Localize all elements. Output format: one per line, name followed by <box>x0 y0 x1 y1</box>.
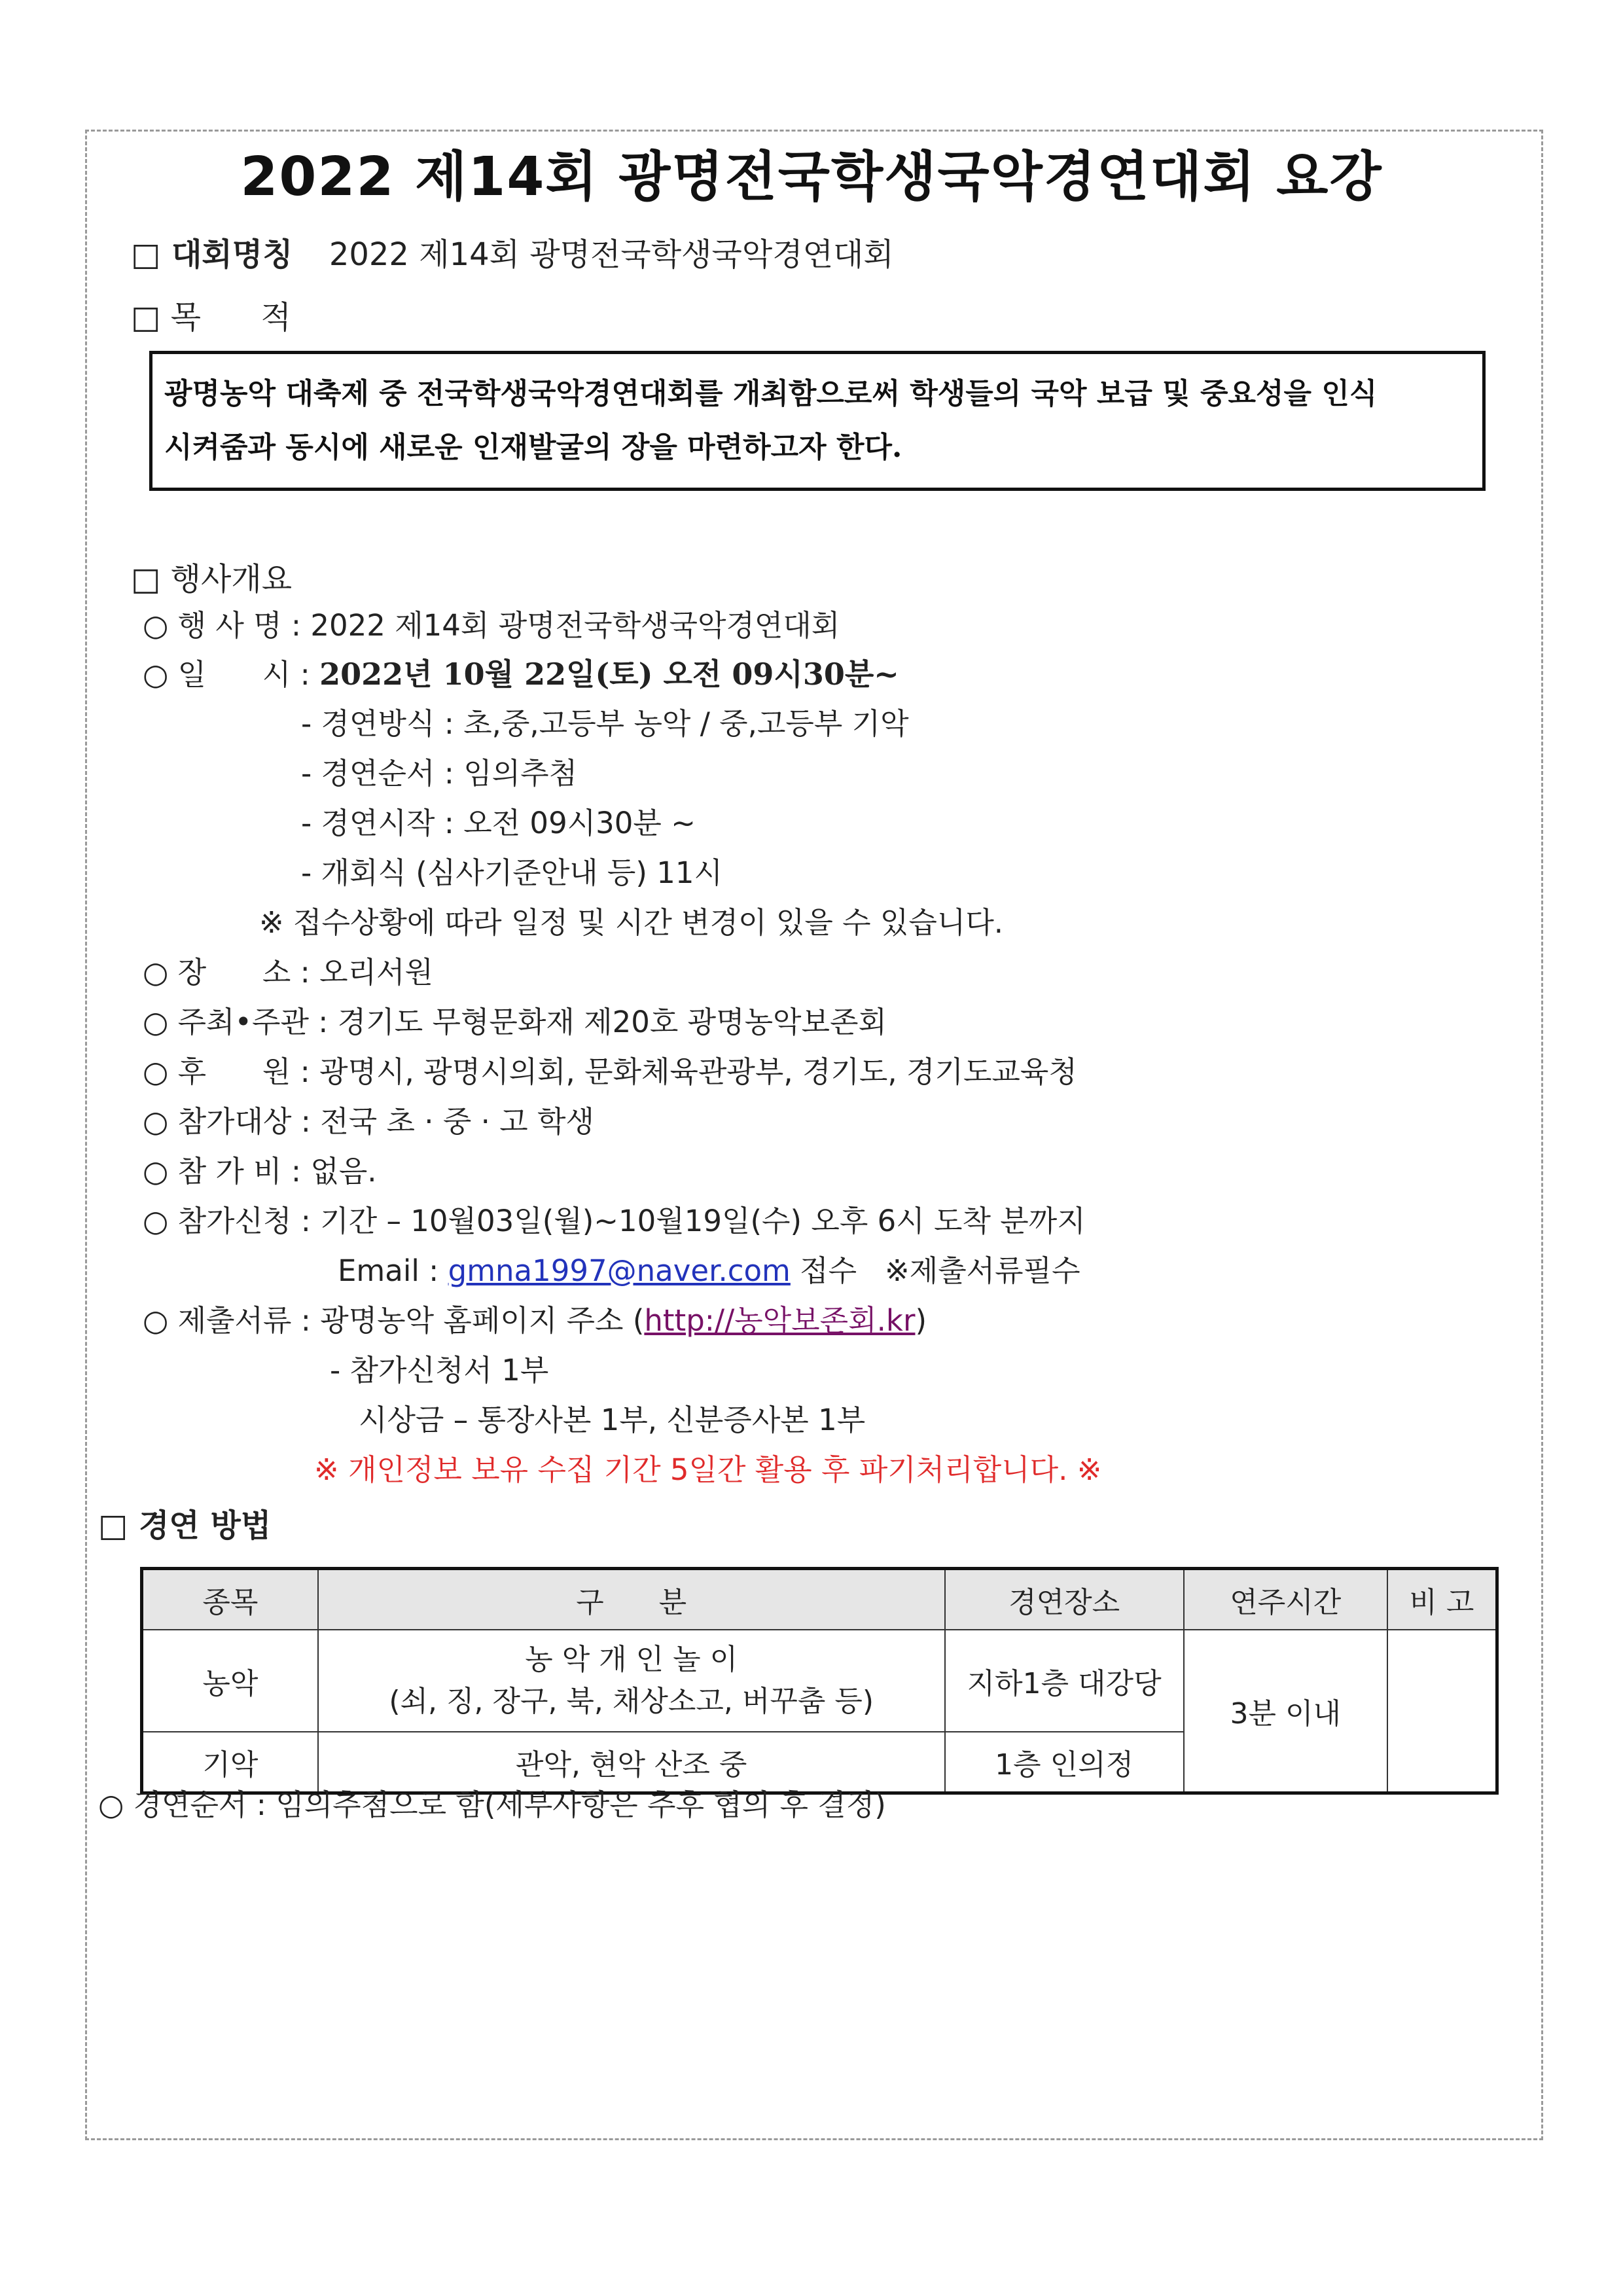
date-value: 2022년 10월 22일(토) 오전 09시30분~ <box>319 656 899 692</box>
method-label: □ 경연 방법 <box>98 1507 272 1544</box>
table-header-row <box>142 1569 1497 1630</box>
email-suffix: 접수 ※제출서류필수 <box>800 1253 1080 1288</box>
target-row: ○ 참가대상 : 전국 초 · 중 · 고 학생 <box>143 1104 594 1139</box>
venue-row: ○ 장 소 : 오리서원 <box>143 955 433 990</box>
fee-row: ○ 참 가 비 : 없음. <box>143 1154 377 1189</box>
purpose-line-2: 시켜줌과 동시에 새로운 인재발굴의 장을 마련하고자 한다. <box>164 431 902 464</box>
sub-start: - 경연시작 : 오전 09시30분 ~ <box>301 806 696 840</box>
order-note: ○ 경연순서 : 임의추첨으로 함(세부사항은 추후 협의 후 결정) <box>98 1787 886 1822</box>
sponsor-row: ○ 후 원 : 광명시, 광명시의회, 문화체육관광부, 경기도, 경기도교육청 <box>143 1054 1077 1089</box>
name-section <box>131 229 894 274</box>
header-note: 비 고 <box>1387 1569 1497 1630</box>
docs-row <box>143 1301 927 1340</box>
email-prefix: Email : <box>338 1253 439 1288</box>
sub-opening: - 개회식 (심사기준안내 등) 11시 <box>301 855 722 890</box>
row-division-line-1: 농 악 개 인 놀 이 <box>525 1643 738 1676</box>
sub-order: - 경연순서 : 임의추첨 <box>301 756 578 791</box>
sub-method: - 경연방식 : 초,중,고등부 농악 / 중,고등부 기악 <box>301 706 909 741</box>
privacy-note: ※ 개인정보 보유 수집 기간 5일간 활용 후 파기처리합니다. ※ <box>314 1452 1102 1487</box>
docs-prize: 시상금 – 통장사본 1부, 신분증사본 1부 <box>359 1403 866 1437</box>
date-row <box>143 655 899 694</box>
overview-label: □ 행사개요 <box>131 561 293 598</box>
header-time: 연주시간 <box>1184 1569 1387 1630</box>
purpose-box <box>149 351 1486 491</box>
email-row <box>338 1251 1080 1291</box>
docs-suffix: ) <box>915 1303 927 1338</box>
header-place: 경연장소 <box>945 1569 1184 1630</box>
schedule-note: ※ 접수상황에 따라 일정 및 시간 변경이 있을 수 있습니다. <box>259 905 1004 940</box>
row-note <box>1387 1630 1497 1793</box>
row-category: 농악 <box>142 1630 318 1732</box>
purpose-label: □ 목 적 <box>131 299 291 336</box>
header-division: 구 분 <box>318 1569 945 1630</box>
purpose-line-1: 광명농악 대축제 중 전국학생국악경연대회를 개최함으로써 학생들의 국악 보급 및 중요성을 인식 <box>164 377 1378 410</box>
table-row <box>142 1630 1497 1732</box>
docs-application: - 참가신청서 1부 <box>330 1353 549 1388</box>
event-name-value: 2022 제14회 광명전국학생국악경연대회 <box>310 608 840 643</box>
event-name-row <box>143 606 840 645</box>
row-division <box>318 1630 945 1732</box>
row-category: 기악 <box>142 1732 318 1793</box>
docs-prefix: ○ 제출서류 : 광명농악 홈페이지 주소 ( <box>143 1303 645 1338</box>
name-label: □ 대회명칭 <box>131 236 293 273</box>
header-category: 종목 <box>142 1569 318 1630</box>
email-link[interactable]: gmna1997@naver.com <box>448 1253 791 1288</box>
apply-row: ○ 참가신청 : 기간 – 10월03일(월)~10월19일(수) 오후 6시 도착 분까지 <box>143 1204 1086 1238</box>
row-division: 관악, 현악 산조 중 <box>318 1732 945 1793</box>
row-place: 1층 인의정 <box>945 1732 1184 1793</box>
name-value: 2022 제14회 광명전국학생국악경연대회 <box>329 236 894 273</box>
row-place: 지하1층 대강당 <box>945 1630 1184 1732</box>
host-row: ○ 주최•주관 : 경기도 무형문화재 제20호 광명농악보존회 <box>143 1005 887 1039</box>
homepage-link[interactable]: http://농악보존회.kr <box>644 1303 916 1338</box>
row-time: 3분 이내 <box>1184 1630 1387 1793</box>
event-name-key: ○ 행 사 명 : <box>143 608 302 643</box>
page-title: 2022 제14회 광명전국학생국악경연대회 요강 <box>240 146 1383 208</box>
competition-table <box>140 1567 1499 1795</box>
date-key: ○ 일 시 : <box>143 657 310 692</box>
row-division-line-2: (쇠, 징, 장구, 북, 채상소고, 버꾸춤 등) <box>389 1685 874 1718</box>
